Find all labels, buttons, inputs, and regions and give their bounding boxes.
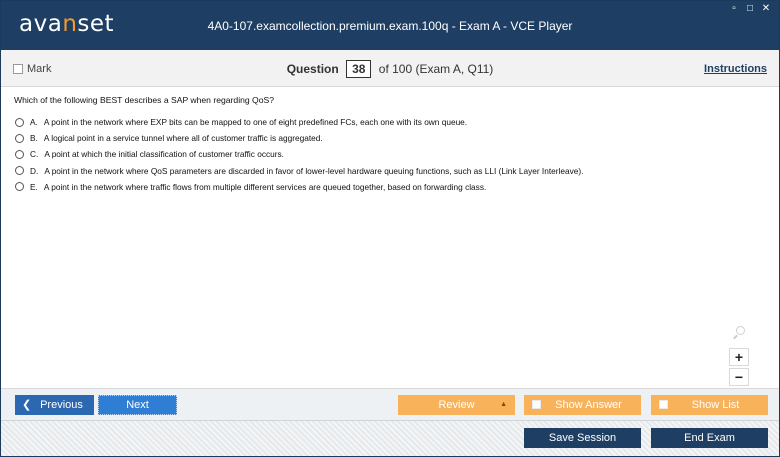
end-exam-button[interactable]: End Exam [651, 428, 768, 448]
next-button[interactable] [98, 395, 177, 415]
avanset-logo: avanset [19, 11, 115, 37]
option-text: A point at which the initial classification of customer traffic occurs. [44, 149, 284, 160]
triangle-up-icon: ▲ [500, 401, 507, 408]
option-d[interactable] [15, 163, 583, 179]
show-list-button[interactable] [651, 395, 768, 415]
navigation-bar [1, 388, 779, 420]
minimize-icon[interactable]: ▫ [732, 3, 736, 14]
magnifier-icon [733, 326, 747, 340]
zoom-tools [729, 326, 749, 388]
title-bar [1, 1, 779, 50]
question-number-input[interactable]: 38 [346, 60, 371, 78]
mark-label: Mark [27, 63, 52, 75]
checkbox-icon[interactable] [532, 400, 541, 409]
option-text: A point in the network where QoS parameters are discarded in favor of lower-level hardware queuing functions, such as LLI (Link Layer Interleave). [44, 165, 584, 176]
show-answer-label: Show Answer [555, 399, 622, 411]
chevron-left-icon: ❮ [22, 399, 32, 411]
option-text: A point in the network where traffic flows from multiple different services are queued together, based on forwarding class. [43, 181, 487, 192]
window-title: 4A0-107.examcollection.premium.exam.100q - Exam A - VCE Player [207, 19, 573, 33]
close-icon[interactable]: ✕ [761, 3, 771, 14]
radio-icon[interactable] [15, 150, 24, 159]
option-a[interactable] [15, 114, 583, 130]
previous-button[interactable] [15, 395, 94, 415]
save-session-button[interactable]: Save Session [524, 428, 641, 448]
option-letter: A. [30, 117, 38, 128]
window-controls [729, 4, 771, 14]
question-of-text: of 100 (Exam A, Q11) [378, 62, 494, 76]
instructions-link[interactable]: Instructions [704, 63, 767, 75]
zoom-out-button[interactable]: − [729, 368, 749, 386]
option-c[interactable] [15, 146, 583, 162]
checkbox-icon[interactable] [659, 400, 668, 409]
show-answer-button[interactable] [524, 395, 641, 415]
radio-icon[interactable] [15, 166, 24, 175]
review-button[interactable] [398, 395, 515, 415]
answer-options [15, 114, 583, 195]
question-label: Question [286, 62, 339, 76]
option-b[interactable] [15, 130, 583, 146]
review-label: Review [438, 399, 475, 411]
radio-icon[interactable] [15, 182, 24, 191]
question-counter [1, 60, 779, 78]
previous-label: Previous [40, 399, 83, 411]
option-text: A logical point in a service tunnel where all of customer traffic is aggregated. [43, 133, 323, 144]
question-content [1, 88, 779, 388]
option-e[interactable] [15, 179, 583, 195]
radio-icon[interactable] [15, 118, 24, 127]
bottom-bar [1, 420, 779, 456]
question-text: Which of the following BEST describes a SAP when regarding QoS? [14, 95, 275, 105]
option-letter: B. [30, 133, 38, 144]
option-letter: D. [30, 165, 39, 176]
option-letter: C. [30, 149, 39, 160]
option-text: A point in the network where EXP bits can be mapped to one of eight predefined FCs, each one with its own queue. [43, 117, 468, 128]
zoom-in-button[interactable]: + [729, 348, 749, 366]
question-header [1, 50, 779, 87]
next-label: Next [126, 399, 149, 411]
maximize-icon[interactable]: □ [746, 3, 754, 14]
show-list-label: Show List [691, 399, 740, 411]
option-letter: E. [30, 181, 38, 192]
radio-icon[interactable] [15, 134, 24, 143]
